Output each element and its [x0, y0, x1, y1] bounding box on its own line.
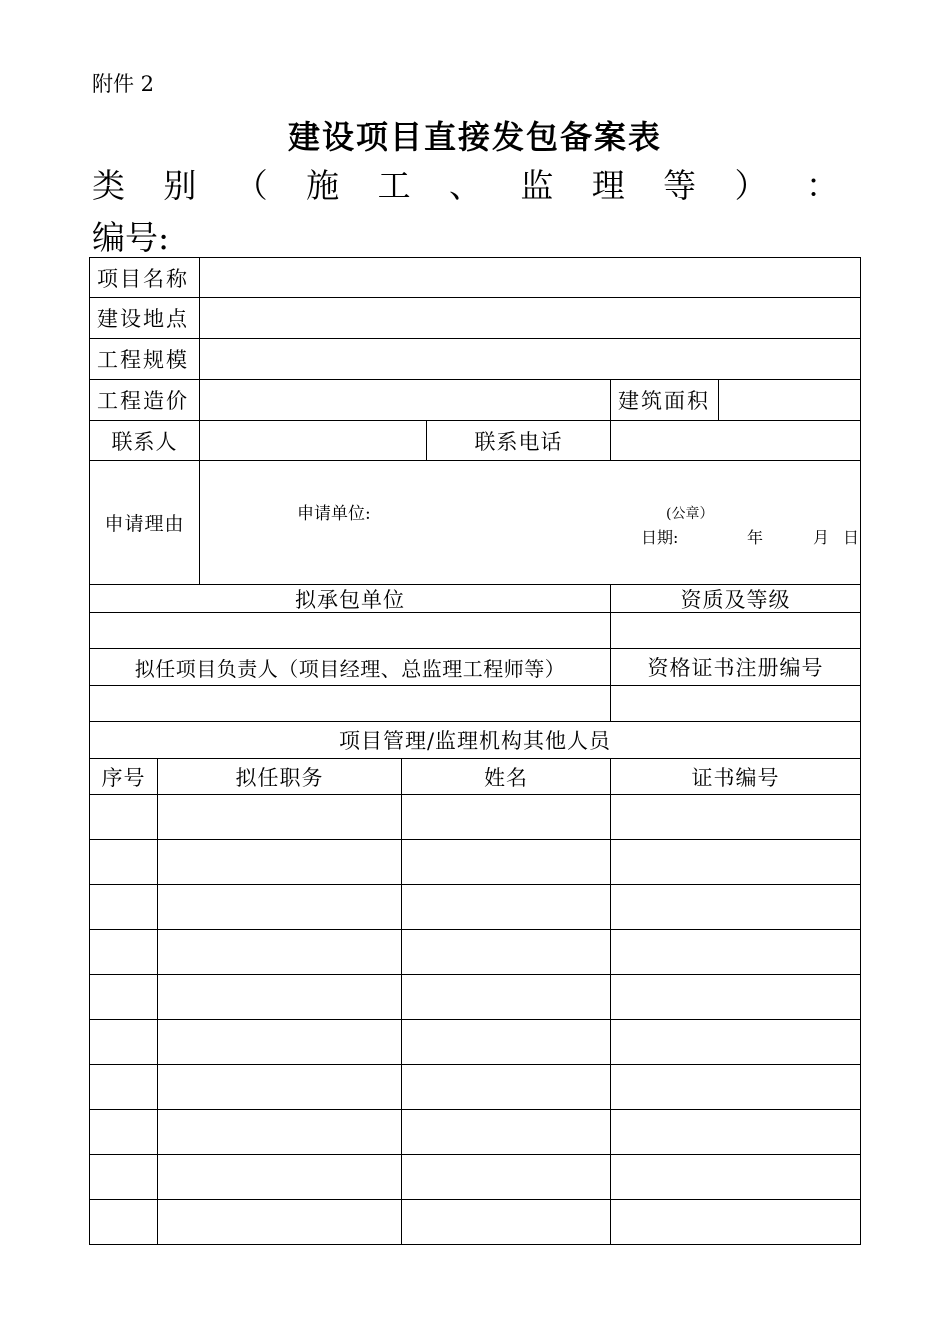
project-scale-field[interactable]: [199, 338, 861, 380]
qualification-field[interactable]: [610, 612, 861, 649]
building-area-label: 建筑面积: [610, 379, 719, 421]
build-location-field[interactable]: [199, 297, 861, 339]
staff-row-position-cell[interactable]: [157, 1199, 402, 1245]
serial-number-label: 编号:: [92, 218, 170, 257]
staff-row-cert-no-cell[interactable]: [610, 794, 861, 840]
staff-row-name-cell[interactable]: [401, 1109, 611, 1155]
staff-row-cert-no-cell[interactable]: [610, 929, 861, 975]
year-label: 年: [747, 528, 764, 547]
staff-row-cert-no-cell[interactable]: [610, 884, 861, 930]
staff-row-seq-cell[interactable]: [89, 1154, 158, 1200]
category-line: [92, 160, 839, 207]
build-location-label: 建设地点: [89, 297, 200, 339]
staff-row-name-cell[interactable]: [401, 974, 611, 1020]
contractor-unit-header: 拟承包单位: [89, 584, 611, 613]
category-char: 等: [663, 166, 697, 205]
staff-row-cert-no-cell[interactable]: [610, 839, 861, 885]
seal-label: (公章）: [666, 506, 714, 522]
applicant-unit-label: 申请单位:: [297, 504, 371, 524]
category-char: （: [234, 166, 268, 205]
reason-field[interactable]: [199, 460, 861, 585]
staff-row-cert-no-cell[interactable]: [610, 1109, 861, 1155]
month-label: 月: [813, 528, 830, 547]
staff-row-position-cell[interactable]: [157, 929, 402, 975]
staff-row-seq-cell[interactable]: [89, 1109, 158, 1155]
col-cert-no-header: 证书编号: [610, 758, 861, 795]
category-char: ：: [805, 166, 839, 205]
project-name-label: 项目名称: [89, 257, 200, 298]
project-scale-label: 工程规模: [89, 338, 200, 380]
staff-row-seq-cell[interactable]: [89, 794, 158, 840]
staff-row-name-cell[interactable]: [401, 1154, 611, 1200]
staff-row-position-cell[interactable]: [157, 884, 402, 930]
contact-phone-label: 联系电话: [426, 420, 611, 461]
category-char: 、: [448, 166, 482, 205]
contact-person-field[interactable]: [199, 420, 427, 461]
staff-row-position-cell[interactable]: [157, 974, 402, 1020]
category-char: 监: [520, 166, 554, 205]
staff-row-cert-no-cell[interactable]: [610, 1199, 861, 1245]
staff-row-seq-cell[interactable]: [89, 929, 158, 975]
col-name-header: 姓名: [401, 758, 611, 795]
contact-person-label: 联系人: [89, 420, 200, 461]
attachment-label: 附件 2: [92, 72, 155, 96]
qualification-header: 资质及等级: [610, 584, 861, 613]
staff-row-seq-cell[interactable]: [89, 884, 158, 930]
certificate-reg-no-field[interactable]: [610, 685, 861, 722]
staff-row-cert-no-cell[interactable]: [610, 974, 861, 1020]
reason-label: 申请理由: [89, 460, 200, 585]
category-char: 别: [163, 166, 197, 205]
staff-row-seq-cell[interactable]: [89, 1064, 158, 1110]
project-cost-label: 工程造价: [89, 379, 200, 421]
staff-row-name-cell[interactable]: [401, 794, 611, 840]
category-char: 工: [377, 166, 411, 205]
staff-row-position-cell[interactable]: [157, 1064, 402, 1110]
category-char: 理: [591, 166, 625, 205]
col-position-header: 拟任职务: [157, 758, 402, 795]
staff-row-position-cell[interactable]: [157, 1109, 402, 1155]
certificate-reg-no-header: 资格证书注册编号: [610, 648, 861, 686]
staff-row-seq-cell[interactable]: [89, 1199, 158, 1245]
staff-row-name-cell[interactable]: [401, 839, 611, 885]
staff-row-cert-no-cell[interactable]: [610, 1064, 861, 1110]
date-label: 日期:: [641, 528, 679, 547]
building-area-field[interactable]: [718, 379, 861, 421]
staff-row-name-cell[interactable]: [401, 1064, 611, 1110]
project-cost-field[interactable]: [199, 379, 611, 421]
staff-row-position-cell[interactable]: [157, 1019, 402, 1065]
staff-row-position-cell[interactable]: [157, 839, 402, 885]
staff-row-name-cell[interactable]: [401, 884, 611, 930]
project-leader-header: 拟任项目负责人（项目经理、总监理工程师等）: [89, 648, 611, 686]
category-char: 类: [92, 166, 125, 205]
staff-row-name-cell[interactable]: [401, 1019, 611, 1065]
staff-row-position-cell[interactable]: [157, 794, 402, 840]
category-char: ）: [734, 166, 768, 205]
other-staff-title: 项目管理/监理机构其他人员: [89, 721, 861, 759]
col-seq-header: 序号: [89, 758, 158, 795]
staff-row-cert-no-cell[interactable]: [610, 1019, 861, 1065]
contractor-unit-field[interactable]: [89, 612, 611, 649]
form-title: 建设项目直接发包备案表: [287, 118, 662, 156]
staff-row-seq-cell[interactable]: [89, 839, 158, 885]
staff-row-name-cell[interactable]: [401, 929, 611, 975]
staff-row-seq-cell[interactable]: [89, 1019, 158, 1065]
category-char: 施: [306, 166, 340, 205]
staff-row-seq-cell[interactable]: [89, 974, 158, 1020]
contact-phone-field[interactable]: [610, 420, 861, 461]
project-name-field[interactable]: [199, 257, 861, 298]
staff-row-cert-no-cell[interactable]: [610, 1154, 861, 1200]
day-label: 日: [843, 528, 860, 547]
project-leader-field[interactable]: [89, 685, 611, 722]
staff-row-name-cell[interactable]: [401, 1199, 611, 1245]
staff-row-position-cell[interactable]: [157, 1154, 402, 1200]
